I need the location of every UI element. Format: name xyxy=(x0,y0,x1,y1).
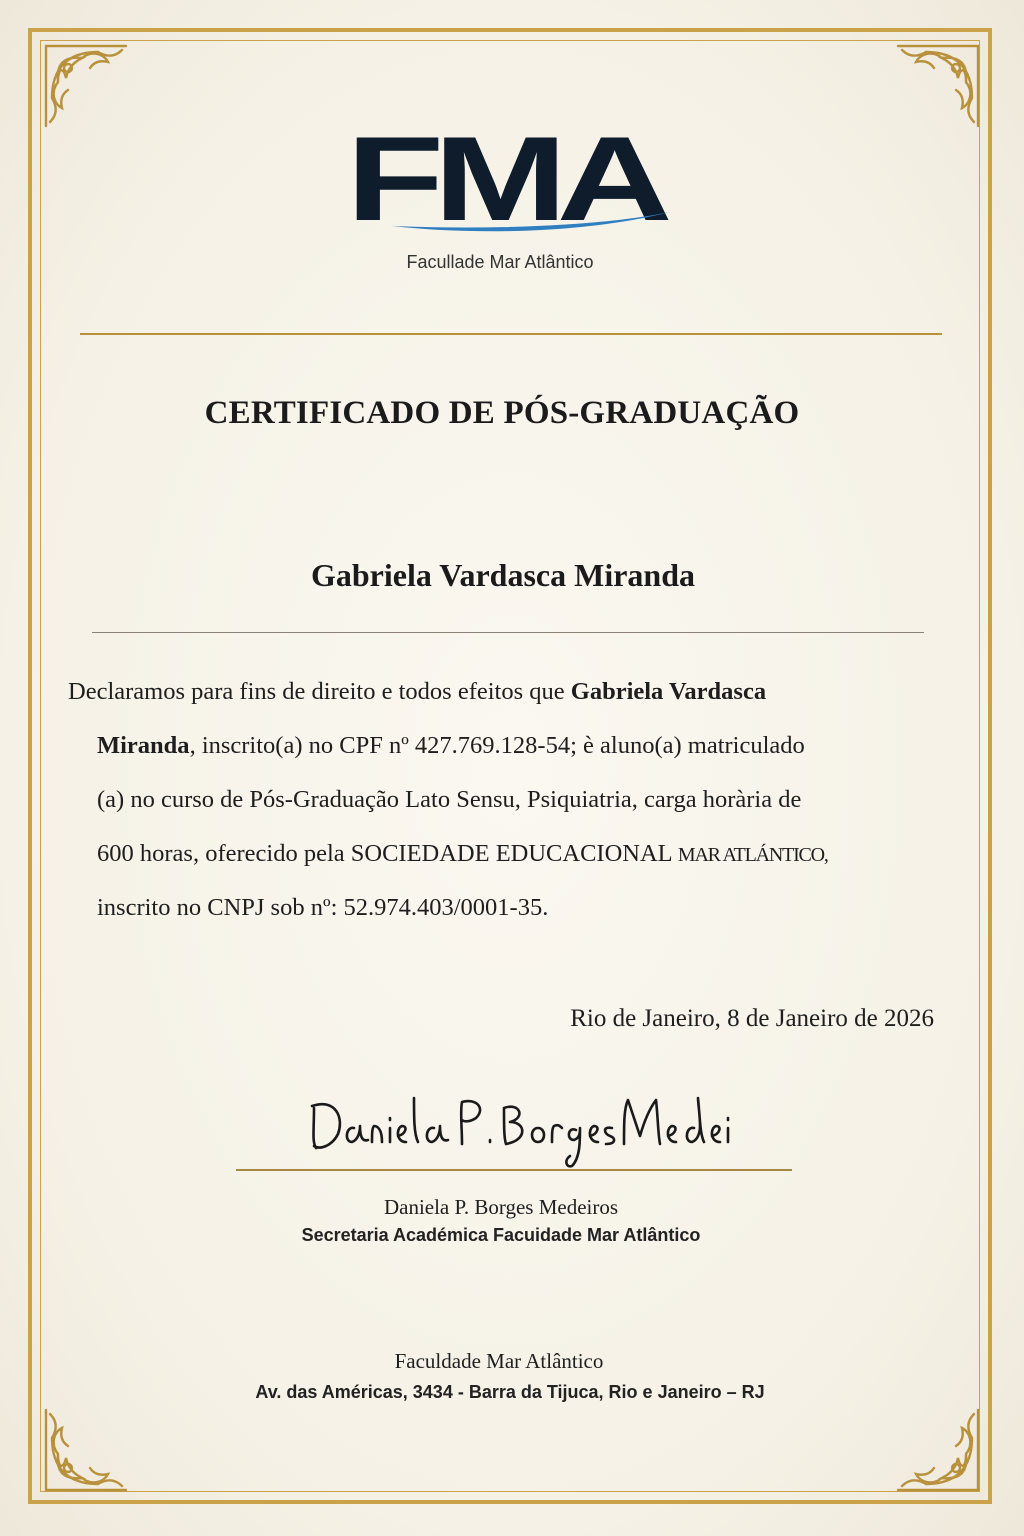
name-divider xyxy=(92,632,924,633)
declaration-line: Miranda, inscrito(a) no CPF nº 427.769.128-54; è aluno(a) matriculado xyxy=(97,732,805,759)
corner-ornament-icon xyxy=(890,38,986,134)
footer-institution: Faculdade Mar Atlântico xyxy=(394,1349,604,1373)
declaration-line: (a) no curso de Pós-Graduação Lato Sensu, Psiquiatria, carga horària de xyxy=(97,786,802,813)
fma-logo xyxy=(332,118,677,236)
certificate-title: CERTIFICADO DE PÓS-GRADUAÇÃO xyxy=(204,395,800,431)
corner-ornament-icon xyxy=(890,1402,986,1498)
handwritten-signature xyxy=(300,1078,740,1174)
signature-line xyxy=(236,1169,792,1171)
corner-ornament-icon xyxy=(38,38,134,134)
logo-subtitle: Facullade Mar Atlântico xyxy=(406,252,594,272)
signer-role: Secretaria Académica Facuidade Mar Atlântico xyxy=(301,1225,701,1245)
declaration-line: Declaramos para fins de direito e todos efeitos que Gabriela Vardasca xyxy=(68,678,767,705)
declaration-line: 600 horas, oferecido pela SOCIEDADE EDUCACIONAL MAR ATLÁNTICO, xyxy=(97,840,828,867)
signer-name: Daniela P. Borges Medeiros xyxy=(383,1195,619,1219)
logo-letters: FMA xyxy=(346,118,670,236)
header-divider xyxy=(80,333,942,335)
declaration-line: inscrito no CNPJ sob nº: 52.974.403/0001-35. xyxy=(97,894,549,921)
footer-address: Av. das Américas, 3434 - Barra da Tijuca, Rio e Janeiro – RJ xyxy=(255,1382,765,1402)
issue-date: Rio de Janeiro, 8 de Janeiro de 2026 xyxy=(570,1005,934,1032)
recipient-name: Gabriela Vardasca Miranda xyxy=(310,557,695,593)
corner-ornament-icon xyxy=(38,1402,134,1498)
